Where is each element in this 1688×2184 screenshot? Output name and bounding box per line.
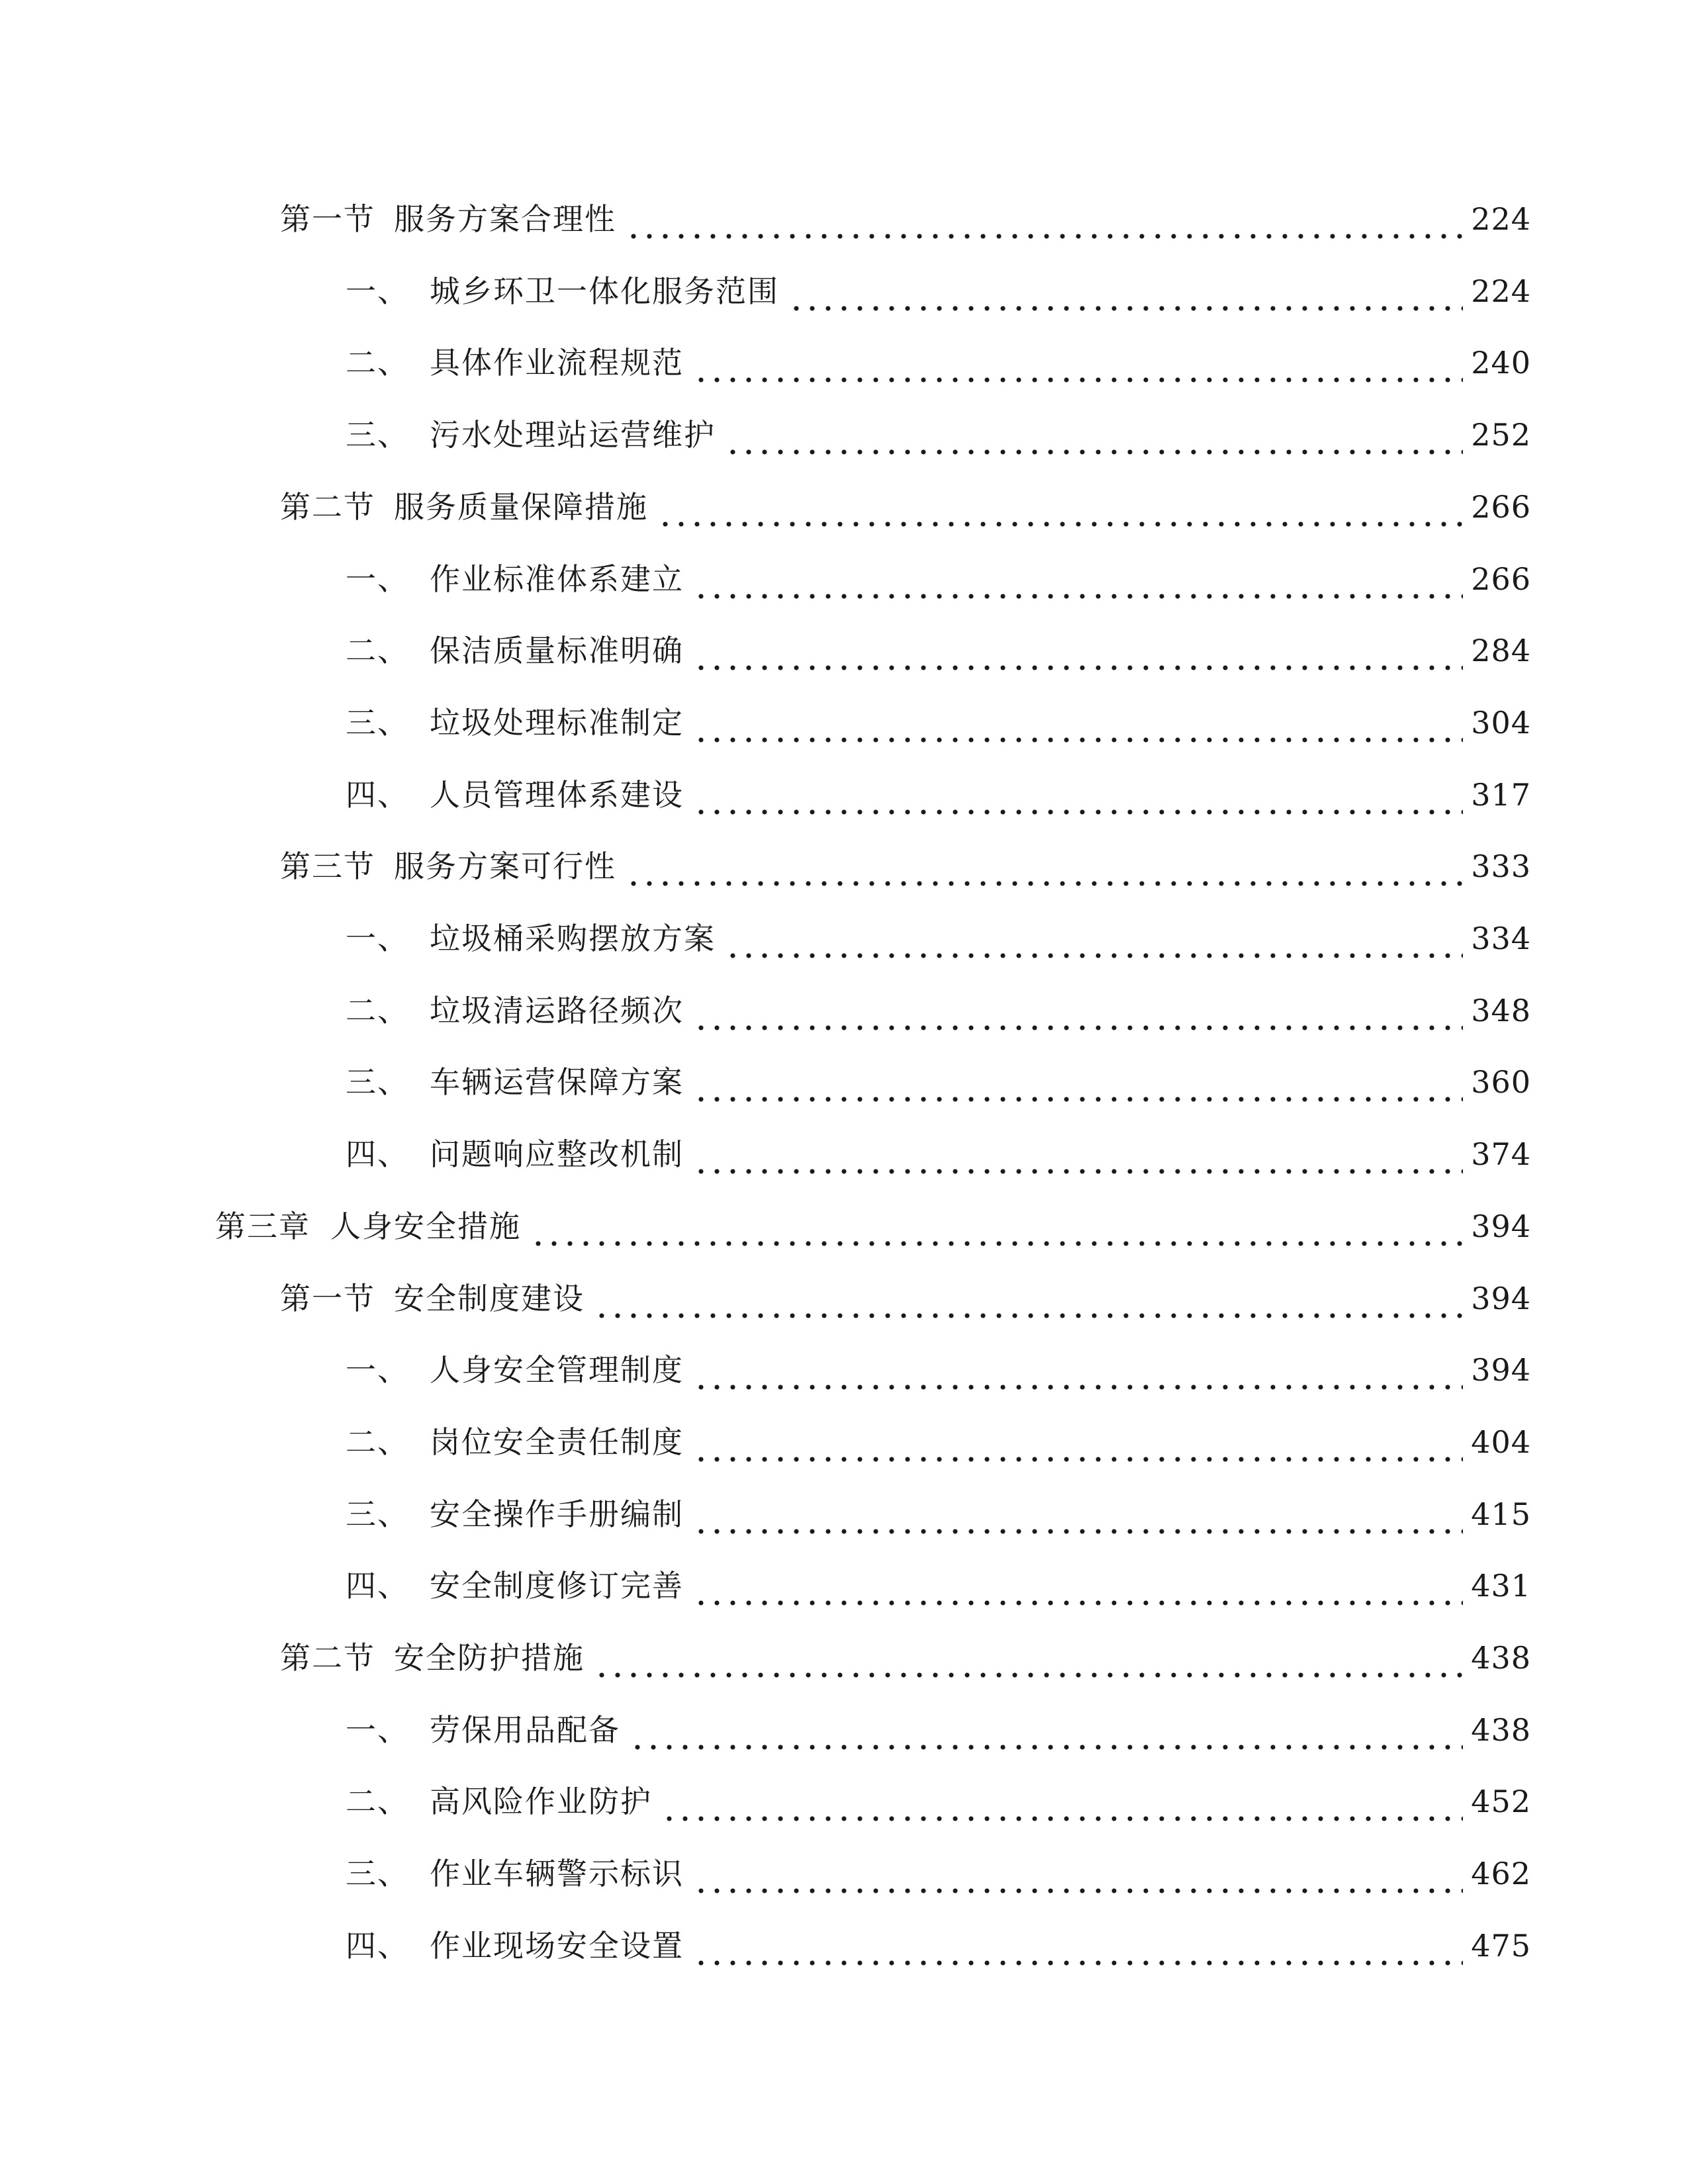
- toc-entry[interactable]: [346, 265, 1531, 318]
- toc-entry[interactable]: [346, 768, 1531, 821]
- toc-entry[interactable]: [346, 1704, 1531, 1756]
- toc-entry[interactable]: [346, 912, 1531, 965]
- toc-dot-leader: [693, 553, 1463, 606]
- toc-dot-leader: [661, 1775, 1463, 1828]
- toc-entry[interactable]: [346, 696, 1531, 749]
- toc-dot-leader: [693, 1919, 1463, 1972]
- toc-entry-title: 污水处理站运营维护: [430, 417, 716, 453]
- toc-page-number: 438: [1471, 1712, 1531, 1748]
- toc-page-number: 284: [1471, 633, 1531, 668]
- toc-entry[interactable]: [346, 1128, 1531, 1181]
- toc-page-number: 404: [1471, 1424, 1531, 1460]
- toc-entry-title: 人身安全措施: [330, 1208, 521, 1244]
- toc-dot-leader: [594, 1631, 1463, 1684]
- toc-entry-number: 二、: [346, 1784, 409, 1819]
- toc-entry-label: [346, 696, 684, 749]
- toc-entry-label: [346, 768, 684, 821]
- toc-entry-title: 安全制度建设: [394, 1281, 585, 1316]
- toc-page-number: 266: [1471, 489, 1531, 525]
- toc-entry-number: 三、: [346, 417, 409, 453]
- toc-entry-number: 第一节: [280, 1281, 375, 1316]
- toc-entry-number: 二、: [346, 1424, 409, 1460]
- toc-entry-label: [346, 1416, 684, 1469]
- toc-entry-title: 作业车辆警示标识: [430, 1856, 684, 1891]
- toc-entry-label: [346, 1559, 684, 1612]
- toc-entry[interactable]: [280, 840, 1531, 893]
- toc-entry-title: 人员管理体系建设: [430, 777, 684, 813]
- toc-page-number: 438: [1471, 1640, 1531, 1676]
- toc-dot-leader: [693, 1559, 1463, 1612]
- toc-page-number: 333: [1471, 848, 1531, 884]
- toc-entry-number: 一、: [346, 561, 409, 597]
- toc-entry-title: 作业标准体系建立: [430, 561, 684, 597]
- toc-entry-label: [280, 1272, 585, 1325]
- toc-page-number: 475: [1471, 1928, 1531, 1964]
- toc-entry-number: 一、: [346, 1712, 409, 1748]
- toc-dot-leader: [693, 1847, 1463, 1900]
- toc-entry-number: 一、: [346, 273, 409, 309]
- toc-entry-title: 垃圾清运路径频次: [430, 993, 684, 1028]
- toc-dot-leader: [693, 336, 1463, 389]
- toc-entry-title: 安全操作手册编制: [430, 1496, 684, 1532]
- toc-entry-label: [346, 984, 684, 1037]
- toc-entry[interactable]: [346, 1775, 1531, 1828]
- toc-entry[interactable]: [346, 624, 1531, 677]
- toc-entry[interactable]: [280, 1631, 1531, 1684]
- toc-entry[interactable]: [280, 1272, 1531, 1325]
- toc-entry[interactable]: [215, 1200, 1531, 1253]
- toc-entry[interactable]: [346, 1919, 1531, 1972]
- toc-dot-leader: [788, 265, 1463, 318]
- toc-entry-title: 城乡环卫一体化服务范围: [430, 273, 779, 309]
- toc-entry-title: 垃圾处理标准制定: [430, 705, 684, 741]
- toc-page-number: 266: [1471, 561, 1531, 597]
- toc-entry-number: 四、: [346, 1928, 409, 1964]
- toc-entry-title: 服务质量保障措施: [394, 489, 648, 525]
- toc-page-number: 334: [1471, 921, 1531, 956]
- toc-dot-leader: [693, 984, 1463, 1037]
- toc-dot-leader: [626, 840, 1463, 893]
- toc-entry[interactable]: [280, 480, 1531, 533]
- toc-dot-leader: [626, 193, 1463, 246]
- toc-page-number: 452: [1471, 1784, 1531, 1819]
- toc-entry[interactable]: [346, 1056, 1531, 1109]
- toc-entry-title: 岗位安全责任制度: [430, 1424, 684, 1460]
- toc-entry-title: 服务方案可行性: [394, 848, 616, 884]
- toc-dot-leader: [693, 1416, 1463, 1469]
- toc-entry-title: 安全防护措施: [394, 1640, 585, 1676]
- toc-entry-label: [346, 408, 716, 461]
- toc-entry-number: 一、: [346, 1352, 409, 1388]
- toc-page-number: 394: [1471, 1281, 1531, 1316]
- toc-page-number: 415: [1471, 1496, 1531, 1532]
- toc-entry-title: 车辆运营保障方案: [430, 1064, 684, 1100]
- toc-entry-title: 高风险作业防护: [430, 1784, 652, 1819]
- toc-entry-label: [280, 480, 648, 533]
- toc-entry-label: [346, 553, 684, 606]
- toc-entry-label: [346, 1343, 684, 1396]
- toc-entry-number: 第三章: [215, 1208, 310, 1244]
- toc-page-number: 360: [1471, 1064, 1531, 1100]
- toc-entry-number: 第二节: [280, 1640, 375, 1676]
- toc-entry-title: 保洁质量标准明确: [430, 633, 684, 668]
- toc-entry-number: 第二节: [280, 489, 375, 525]
- toc-entry[interactable]: [346, 1343, 1531, 1396]
- toc-entry-title: 安全制度修订完善: [430, 1568, 684, 1604]
- toc-dot-leader: [693, 1488, 1463, 1541]
- toc-entry-label: [346, 1775, 652, 1828]
- toc-entry[interactable]: [346, 984, 1531, 1037]
- toc-dot-leader: [725, 912, 1463, 965]
- toc-page-number: 252: [1471, 417, 1531, 453]
- toc-entry-title: 作业现场安全设置: [430, 1928, 684, 1964]
- toc-entry-label: [346, 1919, 684, 1972]
- toc-dot-leader: [725, 408, 1463, 461]
- toc-page-number: 348: [1471, 993, 1531, 1028]
- toc-entry-number: 四、: [346, 777, 409, 813]
- toc-entry-label: [346, 912, 716, 965]
- toc-dot-leader: [693, 1128, 1463, 1181]
- toc-page-number: 374: [1471, 1136, 1531, 1172]
- toc-page-number: 394: [1471, 1208, 1531, 1244]
- toc-dot-leader: [693, 696, 1463, 749]
- toc-page-number: 304: [1471, 705, 1531, 741]
- toc-entry-label: [346, 1847, 684, 1900]
- toc-entry-title: 问题响应整改机制: [430, 1136, 684, 1172]
- toc-entry-title: 垃圾桶采购摆放方案: [430, 921, 716, 956]
- toc-page-number: 431: [1471, 1568, 1531, 1604]
- toc-entry-label: [280, 1631, 585, 1684]
- toc-entry[interactable]: [346, 1847, 1531, 1900]
- toc-entry-number: 一、: [346, 921, 409, 956]
- toc-entry[interactable]: [346, 1559, 1531, 1612]
- toc-entry[interactable]: [346, 1488, 1531, 1541]
- toc-entry[interactable]: [346, 1416, 1531, 1469]
- toc-entry-number: 二、: [346, 993, 409, 1028]
- toc-page-number: 394: [1471, 1352, 1531, 1388]
- toc-entry-label: [280, 193, 616, 246]
- toc-dot-leader: [594, 1272, 1463, 1325]
- toc-dot-leader: [693, 1056, 1463, 1109]
- toc-page-number: 240: [1471, 345, 1531, 381]
- toc-entry-label: [215, 1200, 521, 1253]
- toc-entry-number: 三、: [346, 1496, 409, 1532]
- toc-entry-number: 四、: [346, 1136, 409, 1172]
- toc-entry-title: 人身安全管理制度: [430, 1352, 684, 1388]
- toc-dot-leader: [530, 1200, 1463, 1253]
- toc-entry-number: 第一节: [280, 201, 375, 237]
- toc-dot-leader: [693, 768, 1463, 821]
- toc-dot-leader: [630, 1704, 1463, 1756]
- toc-entry-number: 四、: [346, 1568, 409, 1604]
- toc-page-number: 224: [1471, 201, 1531, 237]
- toc-entry[interactable]: [346, 336, 1531, 389]
- toc-entry-label: [346, 265, 779, 318]
- toc-dot-leader: [657, 480, 1463, 533]
- toc-entry[interactable]: [280, 193, 1531, 246]
- toc-dot-leader: [693, 624, 1463, 677]
- toc-entry-title: 服务方案合理性: [394, 201, 616, 237]
- toc-entry-label: [346, 336, 684, 389]
- toc-entry-label: [280, 840, 616, 893]
- toc-entry-title: 劳保用品配备: [430, 1712, 620, 1748]
- toc-entry-label: [346, 1704, 620, 1756]
- toc-entry[interactable]: [346, 553, 1531, 606]
- toc-entry-label: [346, 1128, 684, 1181]
- toc-entry[interactable]: [346, 408, 1531, 461]
- toc-entry-number: 二、: [346, 633, 409, 668]
- toc-dot-leader: [693, 1343, 1463, 1396]
- toc-entry-number: 三、: [346, 1856, 409, 1891]
- toc-entry-number: 第三节: [280, 848, 375, 884]
- toc-entry-number: 三、: [346, 1064, 409, 1100]
- toc-entry-label: [346, 1488, 684, 1541]
- toc-page-number: 462: [1471, 1856, 1531, 1891]
- toc-page-number: 317: [1471, 777, 1531, 813]
- toc-entry-number: 三、: [346, 705, 409, 741]
- toc-page-number: 224: [1471, 273, 1531, 309]
- toc-entry-number: 二、: [346, 345, 409, 381]
- toc-entry-label: [346, 1056, 684, 1109]
- toc-entry-label: [346, 624, 684, 677]
- toc-entry-title: 具体作业流程规范: [430, 345, 684, 381]
